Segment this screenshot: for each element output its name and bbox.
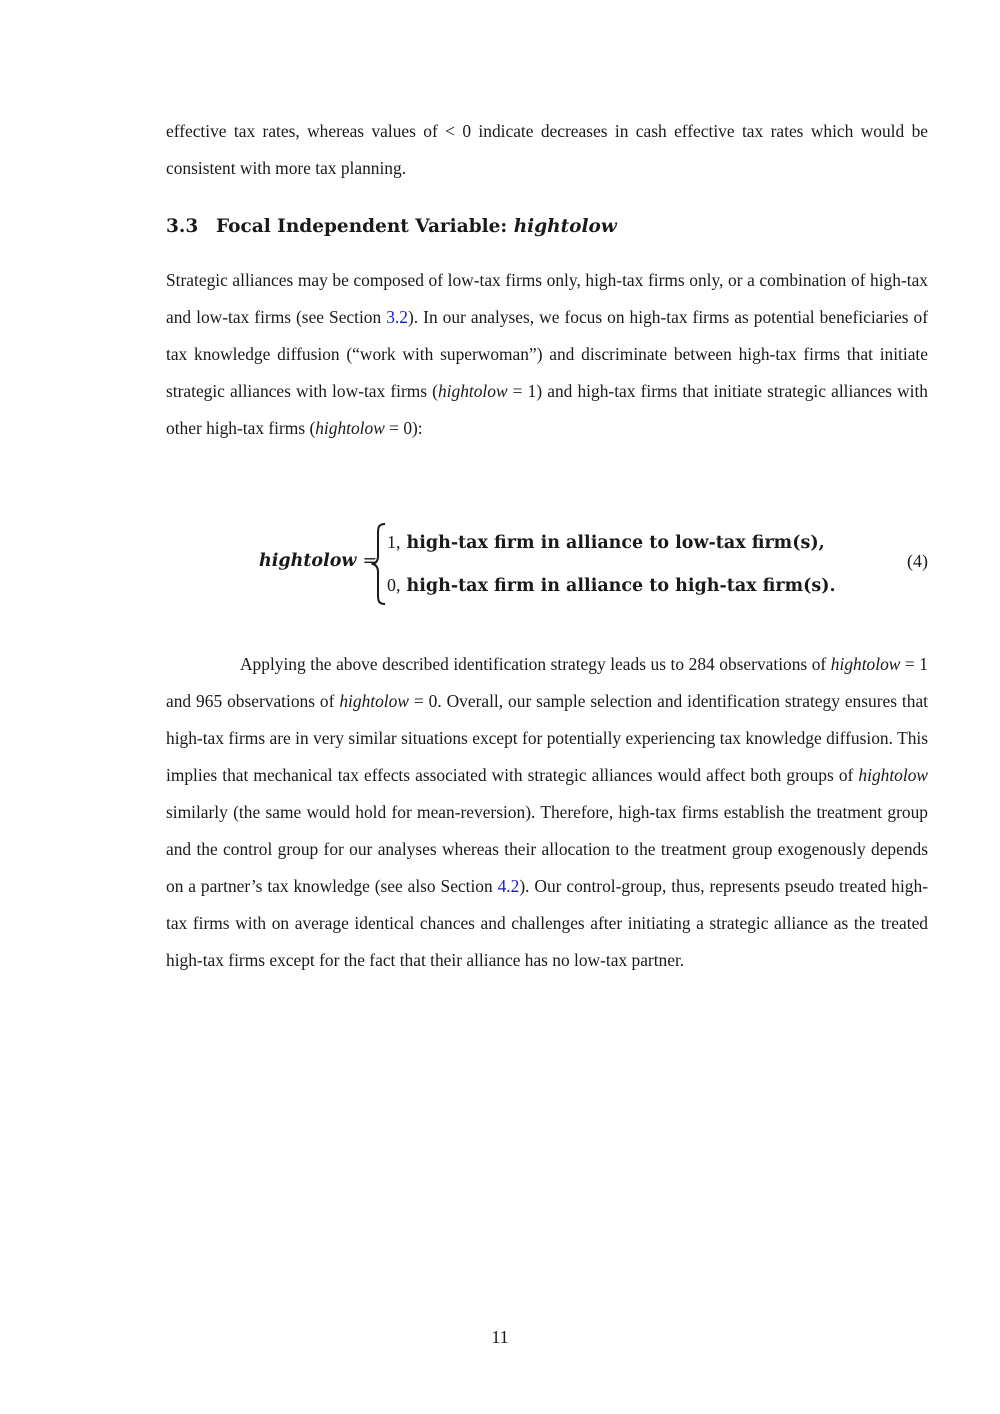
case-2-value: 0,: [387, 575, 401, 595]
section-heading: [166, 216, 617, 237]
intro-paragraph: [166, 113, 928, 187]
variable-name: hightolow: [437, 381, 508, 401]
equation-equals-sign: =: [362, 551, 378, 571]
paragraph-2-text: = 1 and 965 observations of: [166, 654, 928, 711]
paragraph-1-text: Strategic alliances may be composed of low-tax firms only, high-tax firms only, or a combination of high-tax and low-tax firms (see Section: [166, 270, 928, 327]
intro-paragraph-text: effective tax rates, whereas values of < 0 indicate decreases in cash effective tax rates which would be consistent with more tax planning.: [166, 121, 928, 178]
equation-lhs: [259, 551, 377, 571]
section-reference-link[interactable]: 3.2: [386, 307, 408, 327]
paragraph-1-text: = 0):: [384, 418, 423, 438]
equation-case-1: [387, 532, 825, 553]
equation-case-2: [387, 575, 836, 596]
paragraph-1: [166, 262, 928, 447]
paragraph-2-text: Applying the above described identification strategy leads us to 284 observations of: [240, 654, 831, 674]
variable-name: hightolow: [315, 418, 385, 438]
case-1-text: high-tax firm in alliance to low-tax firm(s),: [406, 533, 825, 553]
variable-name: hightolow: [858, 765, 928, 785]
case-2-text: high-tax firm in alliance to high-tax firm(s).: [406, 576, 836, 596]
left-brace-icon: [371, 522, 387, 606]
paragraph-1-text: = 1) and high-tax firms that initiate strategic alliances with other high-tax firms (: [166, 381, 928, 438]
equation-4: [166, 520, 928, 610]
paragraph-2-text: = 0. Overall, our sample selection and identification strategy ensures that high-tax firms are in very similar situations except for potentially experiencing tax knowledge diffusion. This implies that mechanical tax effects associated with strategic alliances would affect both groups of: [166, 691, 928, 785]
section-title: Focal Independent Variable:: [216, 216, 508, 237]
paragraph-1-text: ). In our analyses, we focus on high-tax firms as potential beneficiaries of tax knowledge diffusion (“work with superwoman”) and discriminate between high-tax firms that initiate strategic alliances with low-tax firms (: [166, 307, 928, 401]
paragraph-2: [166, 646, 928, 979]
page-number: 11: [491, 1327, 509, 1347]
paragraph-2-text: similarly (the same would hold for mean-reversion). Therefore, high-tax firms establish the treatment group and the control group for our analyses whereas their allocation to the treatment group exogenously depends on a partner’s tax knowledge (see also Section: [166, 802, 928, 896]
variable-name: hightolow: [830, 654, 901, 674]
equation-lhs-variable: hightolow: [259, 551, 357, 571]
section-number: 3.3: [166, 216, 199, 237]
variable-name: hightolow: [339, 691, 409, 711]
case-1-value: 1,: [387, 532, 401, 552]
paragraph-2-text: ). Our control-group, thus, represents pseudo treated high-tax firms with on average identical chances and challenges after initiating a strategic alliance as the treated high-tax firms except for the fact that their alliance has no low-tax partner.: [166, 876, 928, 970]
equation-number: (4): [907, 551, 928, 571]
section-title-variable: hightolow: [513, 216, 617, 237]
section-reference-link[interactable]: 4.2: [497, 876, 520, 896]
